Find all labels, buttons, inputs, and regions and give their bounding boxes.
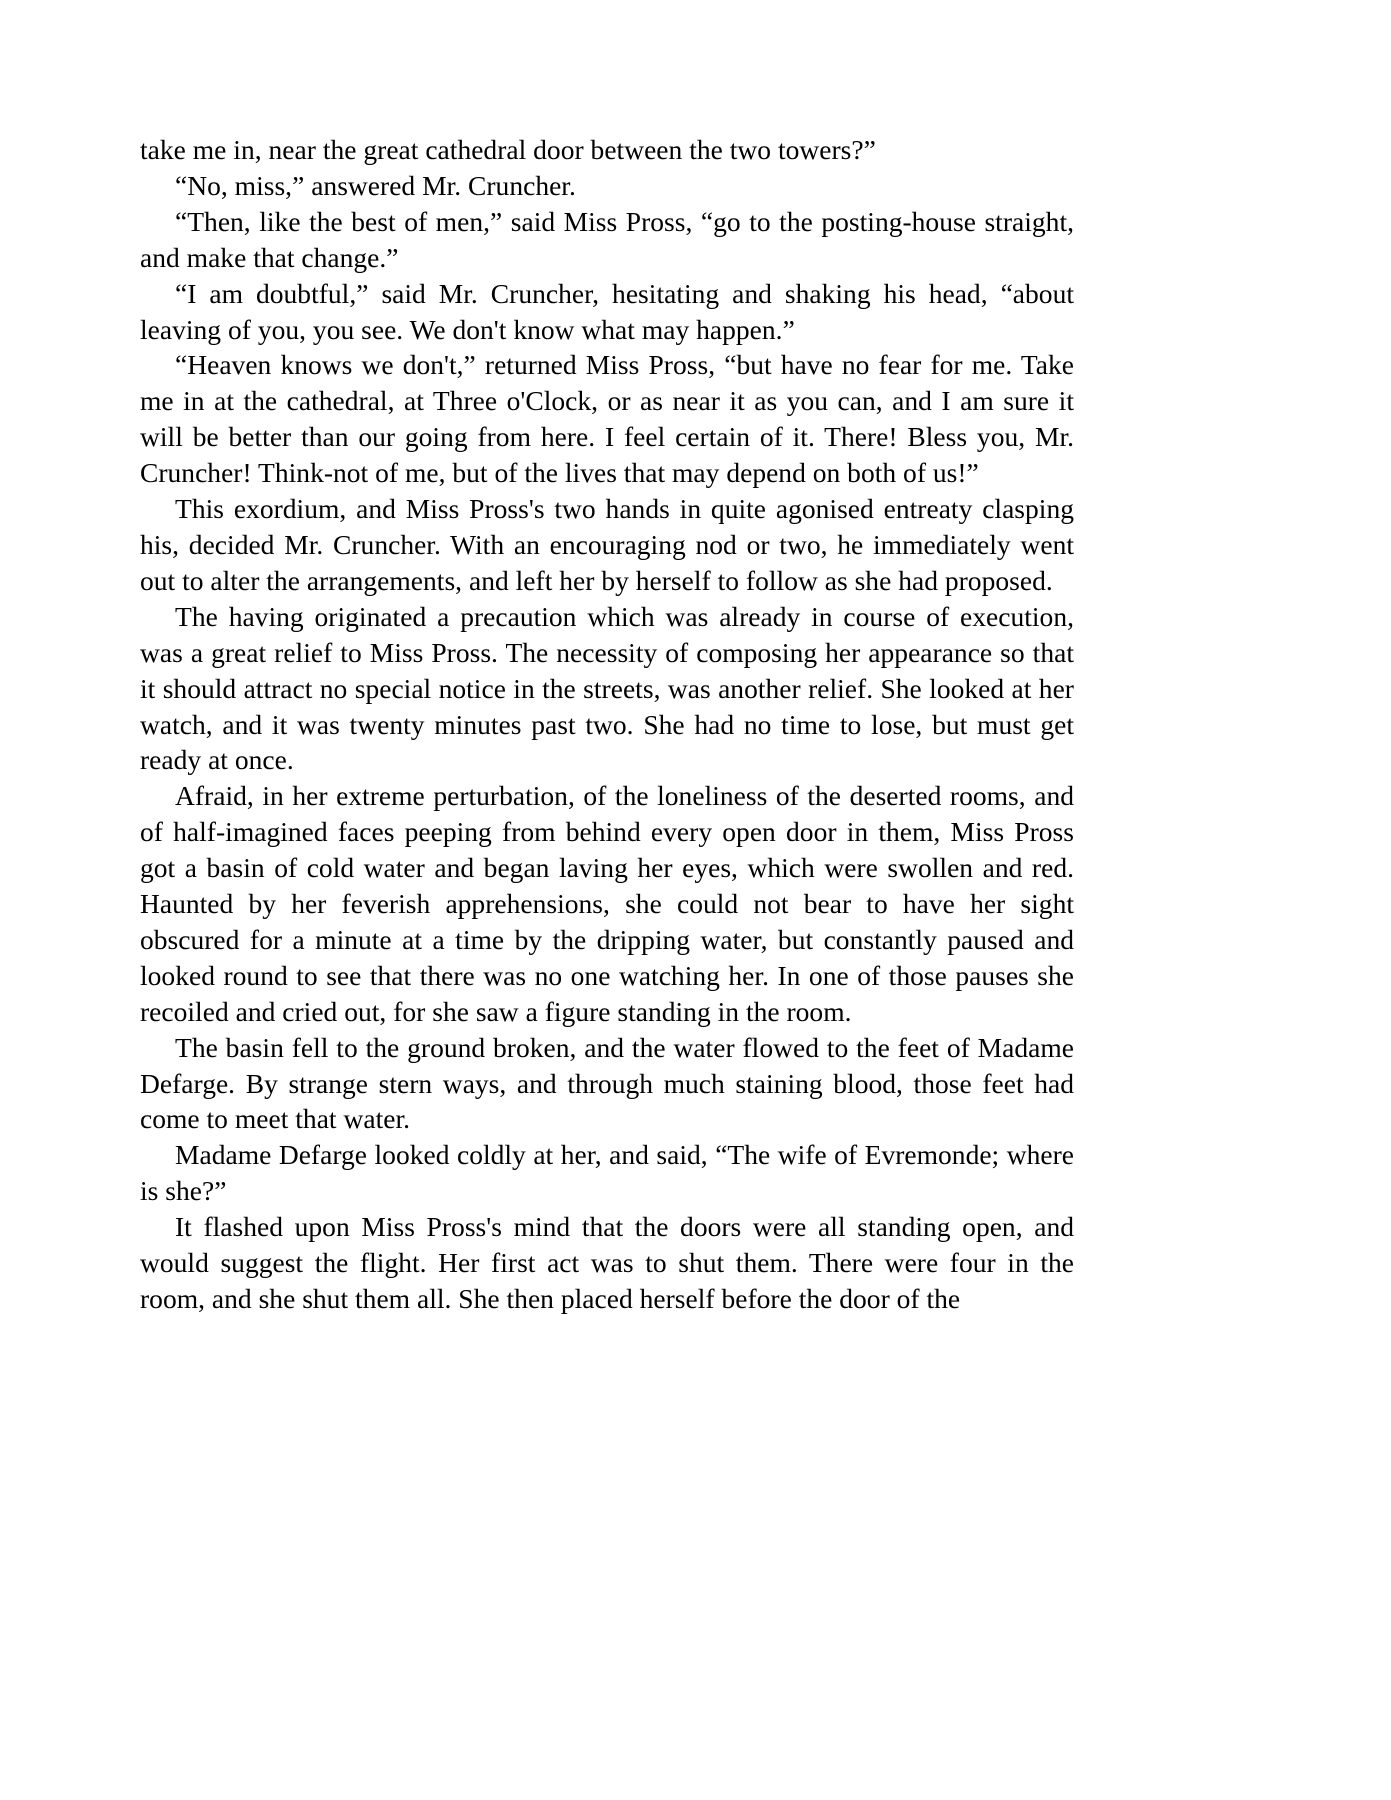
paragraph-heaven-knows: “Heaven knows we don't,” returned Miss Pross, “but have no fear for me. Take me in at the cathedral, at Three o'Clock, or as near it as you can, and I am sure it will be better than our going from here. I feel certain of it. There! Bless you, Mr. Cruncher! Think-not of me, but of the lives that may depend on both of us!” <box>140 349 1081 489</box>
paragraph-afraid-perturbation: Afraid, in her extreme perturbation, of the loneliness of the deserted rooms, and of half-imagined faces peeping from behind every open door in them, Miss Pross got a basin of cold water and began laving her eyes, which were swollen and red. Haunted by her feverish apprehensions, she could not bear to have her sight obscured for a minute at a time by the dripping water, but constantly paused and looked round to see that there was no one watching her. In one of those pauses she recoiled and cried out, for she saw a figure standing in the room. <box>140 780 1081 1027</box>
paragraph-it-flashed-upon: It flashed upon Miss Pross's mind that the doors were all standing open, and would suggest the flight. Her first act was to shut them. There were four in the room, and she shut them all. She then placed herself before the door of the <box>140 1211 1081 1314</box>
paragraph-no-miss: “No, miss,” answered Mr. Cruncher. <box>175 169 576 201</box>
paragraph-the-basin-fell: The basin fell to the ground broken, and the water flowed to the feet of Madame Defarge. By strange stern ways, and through much staining blood, those feet had come to meet that water. <box>140 1031 1081 1135</box>
paragraph-continuation: take me in, near the great cathedral door between the two towers?” <box>140 134 876 165</box>
paragraph-this-exordium: This exordium, and Miss Pross's two hands in quite agonised entreaty clasping his, decided Mr. Cruncher. With an encouraging nod or two, he immediately went out to alter the arrangements, and left her by herself to follow as she had proposed. <box>140 493 1081 596</box>
paragraph-madame-defarge-coldly: Madame Defarge looked coldly at her, and said, “The wife of Evremonde; where is she?” <box>140 1139 1081 1207</box>
paragraph-the-having-originated: The having originated a precaution which was already in course of execution, was a great relief to Miss Pross. The necessity of composing her appearance so that it should attract no special notice in the streets, was another relief. She looked at her watch, and it was twenty minutes past two. She had no time to lose, but must get ready at once. <box>140 600 1081 776</box>
paragraph-i-am-doubtful: “I am doubtful,” said Mr. Cruncher, hesitating and shaking his head, “about leaving of you, you see. We don't know what may happen.” <box>140 277 1081 345</box>
text-column <box>140 132 1081 1317</box>
paragraph-then-like-best: “Then, like the best of men,” said Miss Pross, “go to the posting-house straight, and make that change.” <box>140 205 1081 273</box>
